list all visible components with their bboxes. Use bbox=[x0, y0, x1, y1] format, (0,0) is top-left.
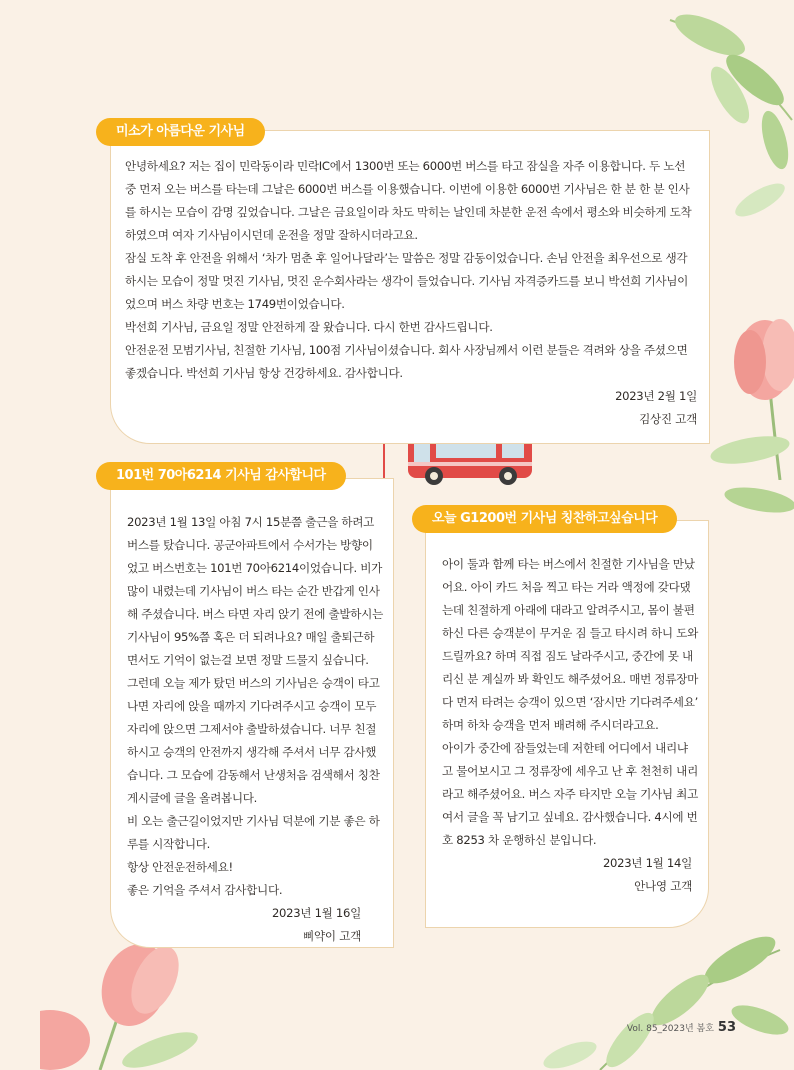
letter-1-title: 미소가 아름다운 기사님 bbox=[96, 118, 265, 146]
letter-1-author: 김상진 고객 bbox=[639, 412, 697, 426]
letter-card-3 bbox=[425, 520, 709, 928]
letter-3-author: 안나영 고객 bbox=[634, 879, 692, 893]
letter-2-paragraph: 그런데 오늘 제가 탔던 버스의 기사님은 승객이 타고 나면 자리에 앉을 때까지 기다려주시고 승객이 모두 자리에 앉으면 그제서야 출발하셨습니다. 너무 친절하시고 승객의 안전까지 생각해 주셔서 너무 감사했습니다. 그 모습에 감동해서 난생처음 검색해서 칭찬게시글에 글을 올려봅니다. bbox=[127, 676, 380, 805]
letter-3-date: 2023년 1월 14일 bbox=[602, 856, 692, 870]
letter-3-paragraph: 아이가 중간에 잠들었는데 저한테 어디에서 내리냐고 물어보시고 그 정류장에 세우고 난 후 천천히 내리라고 해주셨어요. 버스 자주 타지만 오늘 기사님 최고여서 글을 꼭 남기고 싶네요. 감사했습니다. 4시에 번호 8253 차 운행하신 분입니다. bbox=[442, 741, 698, 847]
page-footer bbox=[627, 1020, 736, 1035]
letter-card-2 bbox=[110, 478, 394, 948]
letter-2-title: 101번 70아6214 기사님 감사합니다 bbox=[96, 462, 346, 490]
page-number: 53 bbox=[717, 1020, 736, 1035]
letter-1-date: 2023년 2월 1일 bbox=[615, 389, 697, 403]
letter-1-paragraph: 안전운전 모범기사님, 친절한 기사님, 100점 기사님이셨습니다. 회사 사장님께서 이런 분들은 격려와 상을 주셨으면 좋겠습니다. 박선희 기사님 항상 건강하세요. 감사합니다. bbox=[125, 343, 688, 380]
letter-card-1 bbox=[110, 130, 710, 444]
letter-1-paragraph: 잠실 도착 후 안전을 위해서 ‘차가 멈춘 후 일어나달라’는 말씀은 정말 감동이었습니다. 손님 안전을 최우선으로 생각하시는 모습이 정말 멋진 기사님, 멋진 운수회사라는 생각이 들었습니다. 기사님 자격증카드를 보니 박선희 기사님이었으며 버스 차량 번호는 1749번이었습니다. bbox=[125, 251, 689, 311]
letter-2-paragraph: 좋은 기억을 주셔서 감사합니다. bbox=[127, 883, 283, 897]
letter-2-date: 2023년 1월 16일 bbox=[271, 906, 361, 920]
letter-2-paragraph: 비 오는 출근길이었지만 기사님 덕분에 기분 좋은 하루를 시작합니다. bbox=[127, 814, 380, 851]
letter-3-paragraph: 아이 둘과 함께 타는 버스에서 친절한 기사님을 만났어요. 아이 카드 처음 찍고 타는 거라 액정에 갖다댔는데 친절하게 아래에 대라고 알려주시고, 몸이 불편하신 다른 승객분이 무거운 짐 들고 타시려 하니 도와드릴까요? 하며 직접 짐도 날라주시고, 중간에 못 내리신 분 계실까 봐 확인도 해주셨어요. 매번 정류장마다 먼저 타려는 승객이 있으면 ‘잠시만 기다려주세요’ 하며 하차 승객을 먼저 배려해 주시더라고요. bbox=[442, 557, 698, 732]
letter-1-paragraph: 안녕하세요? 저는 집이 민락동이라 민락IC에서 1300번 또는 6000번 버스를 타고 잠실을 자주 이용합니다. 두 노선 중 먼저 오는 버스를 타는데 그날은 6000번 버스를 이용했습니다. 이번에 이용한 6000번 기사님은 한 분 한 분 인사를 하시는 모습이 감명 깊었습니다. 그날은 금요일이라 차도 막히는 날인데 차분한 운전 속에서 평소와 비슷하게 도착하였으며 여자 기사님이시던데 운전을 정말 잘하시더라고요. bbox=[125, 159, 692, 242]
letter-2-paragraph: 2023년 1월 13일 아침 7시 15분쯤 출근을 하려고 버스를 탔습니다. 공군아파트에서 수서가는 방향이었고 버스번호는 101번 70아6214이었습니다. 비가 많이 내렸는데 기사님이 버스 타는 순간 반갑게 인사해 주셨습니다. 버스 타면 자리 앉기 전에 출발하시는 기사님이 95%쯤 혹은 더 되려나요? 매일 출퇴근하면서도 기억이 없는걸 보면 정말 드물지 싶습니다. bbox=[127, 515, 383, 667]
issue-label: Vol. 85_2023년 봄호 bbox=[626, 1024, 714, 1034]
letter-2-paragraph: 항상 안전운전하세요! bbox=[127, 860, 233, 874]
letter-2-author: 삐약이 고객 bbox=[303, 929, 361, 943]
letter-3-title: 오늘 G1200번 기사님 칭찬하고싶습니다 bbox=[412, 505, 677, 533]
letter-1-paragraph: 박선희 기사님, 금요일 정말 안전하게 잘 왔습니다. 다시 한번 감사드립니다. bbox=[125, 320, 493, 334]
tulip-illustration-bottom-left bbox=[40, 930, 240, 1070]
